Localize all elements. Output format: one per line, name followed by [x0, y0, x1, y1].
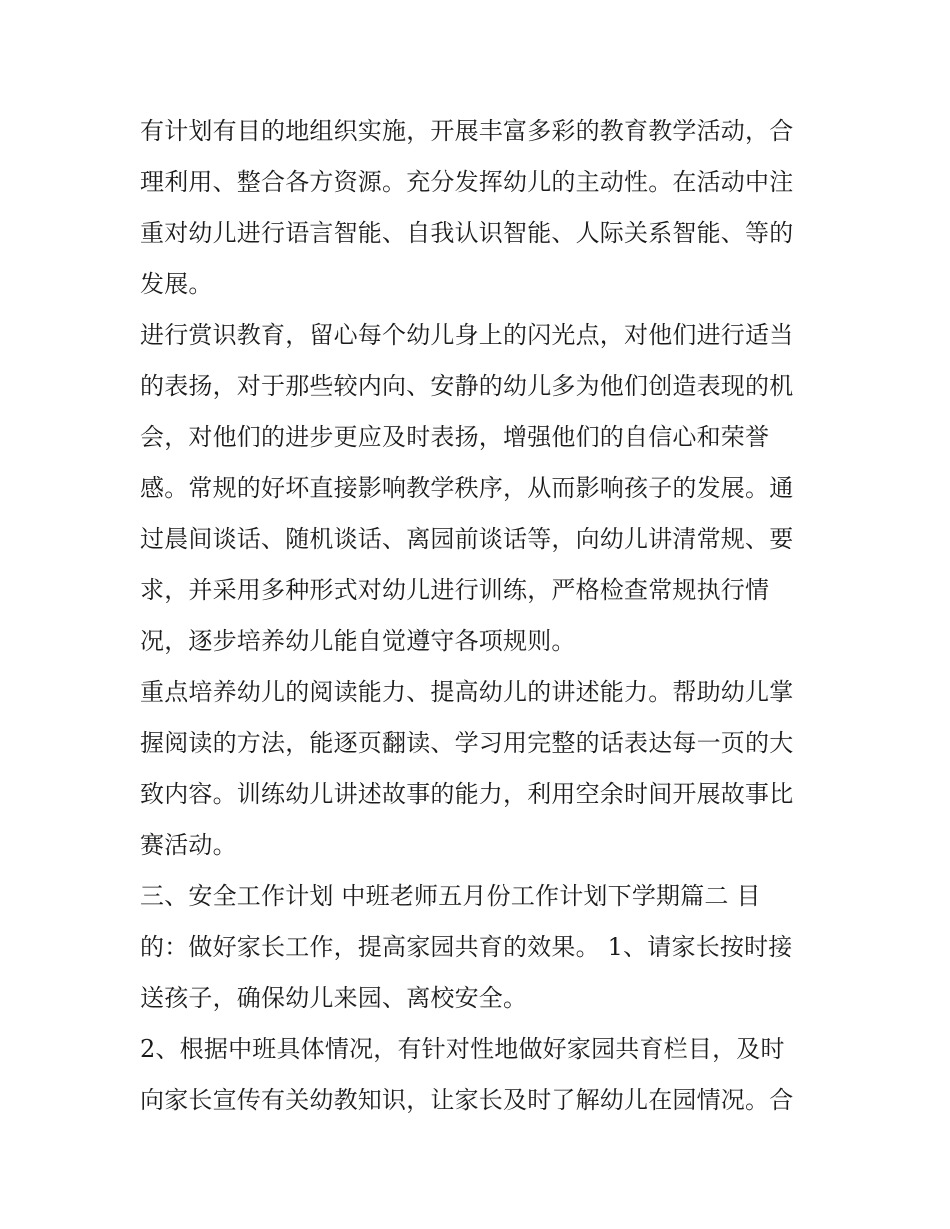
text-line: 感。常规的好坏直接影响教学秩序，从而影响孩子的发展。通 — [140, 474, 794, 502]
text-line: 致内容。训练幼儿讲述故事的能力，利用空余时间开展故事比 — [140, 780, 794, 808]
text-line: 过晨间谈话、随机谈话、离园前谈话等，向幼儿讲清常规、要 — [140, 525, 794, 553]
text-line: 求，并采用多种形式对幼儿进行训练，严格检查常规执行情 — [140, 576, 770, 604]
text-line: 的表扬，对于那些较内向、安静的幼儿多为他们创造表现的机 — [140, 372, 794, 400]
text-line: 的：做好家长工作，提高家园共育的效果。 1、请家长按时接 — [140, 933, 793, 961]
document-body — [140, 108, 820, 1128]
text-line: 向家长宣传有关幼教知识，让家长及时了解幼儿在园情况。合 — [140, 1086, 794, 1114]
text-line: 发展。 — [140, 270, 213, 298]
text-line: 会，对他们的进步更应及时表扬，增强他们的自信心和荣誉 — [140, 423, 770, 451]
text-line: 送孩子，确保幼儿来园、离校安全。 — [140, 984, 528, 1012]
text-line: 进行赏识教育，留心每个幼儿身上的闪光点，对他们进行适当 — [140, 321, 794, 349]
text-line: 有计划有目的地组织实施，开展丰富多彩的教育教学活动，合 — [140, 117, 794, 145]
text-line: 重对幼儿进行语言智能、自我认识智能、人际关系智能、等的 — [140, 219, 794, 247]
text-line: 重点培养幼儿的阅读能力、提高幼儿的讲述能力。帮助幼儿掌 — [140, 678, 794, 706]
text-line: 理利用、整合各方资源。充分发挥幼儿的主动性。在活动中注 — [140, 168, 794, 196]
text-line: 三、安全工作计划 中班老师五月份工作计划下学期篇二 目 — [140, 882, 761, 910]
text-line: 况，逐步培养幼儿能自觉遵守各项规则。 — [140, 627, 576, 655]
text-line: 握阅读的方法，能逐页翻读、学习用完整的话表达每一页的大 — [140, 729, 794, 757]
text-line: 赛活动。 — [140, 831, 237, 859]
text-line: 2、根据中班具体情况，有针对性地做好家园共育栏目，及时 — [140, 1035, 785, 1063]
